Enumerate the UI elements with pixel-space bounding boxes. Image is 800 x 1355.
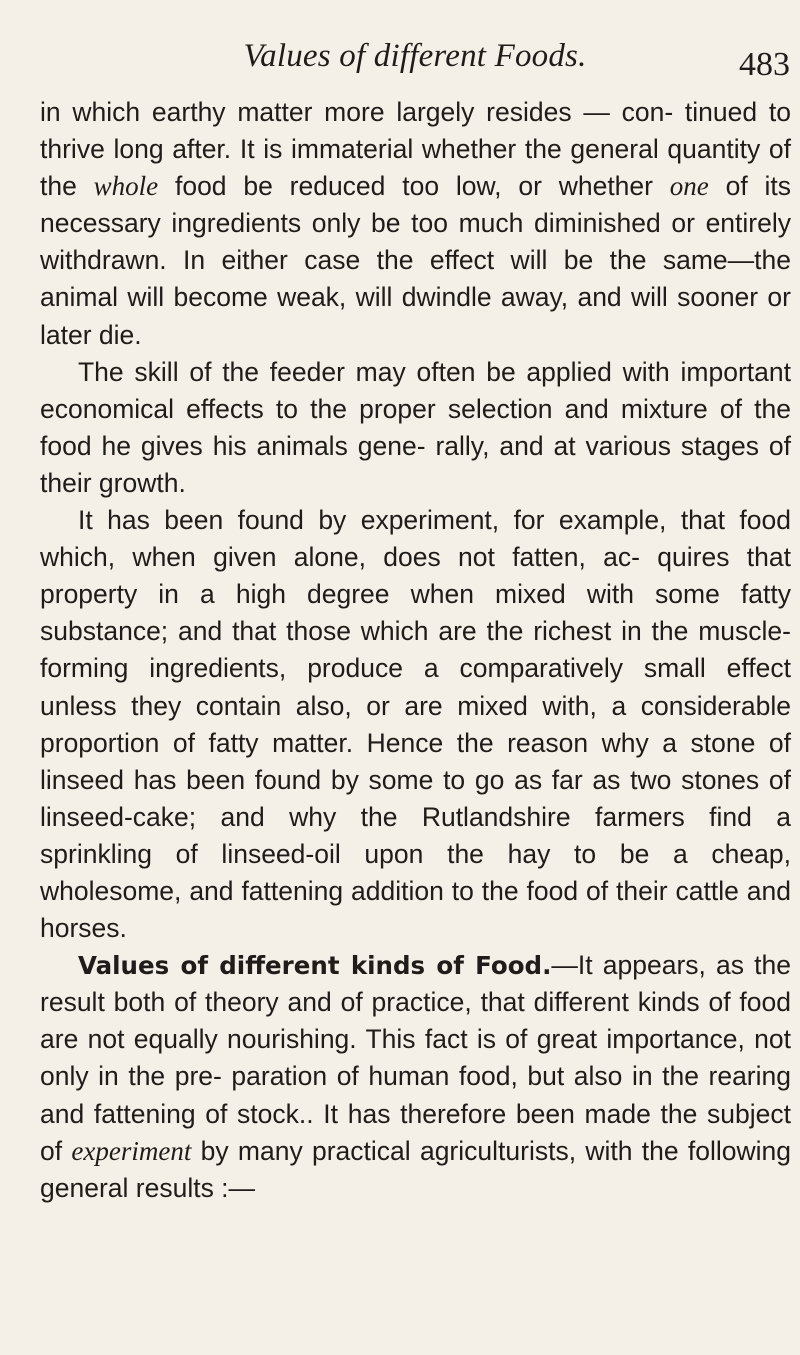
paragraph-values-of-foods: [40, 947, 791, 1207]
emphasis-experiment: experiment: [71, 1135, 192, 1166]
paragraph-feeder-skill: [40, 354, 791, 502]
paragraph-continued: [40, 94, 791, 354]
running-title: Values of different Foods.: [243, 38, 587, 74]
text-run: food be reduced too low, or whether: [158, 171, 670, 202]
running-head: [40, 38, 790, 86]
body-text: [40, 94, 791, 1207]
paragraph-experiment-fatty: [40, 502, 791, 947]
text-run: in which earthy matter more largely resides — con- tinued to thrive long after. It is immaterial whether the general quantity of the: [40, 97, 791, 202]
emphasis-one: one: [669, 171, 709, 202]
emphasis-whole: whole: [93, 171, 159, 202]
page-number: 483: [739, 46, 790, 83]
text-run: It has been found by experiment, for example, that food which, when given alone, does not fatten, ac- quires that property in a high degree when mixed with some fatty substance; and that those which are the richest in the muscle-forming ingredients, produce a comparatively small effect unless they contain also, or are mixed with, a considerable proportion of fatty matter. Hence the reason why a stone of linseed has been found by some to go as far as two stones of linseed-cake; and why the Rutlandshire farmers find a sprinkling of linseed-oil upon the hay to be a cheap, wholesome, and fattening addition to the food of their cattle and horses.: [40, 505, 791, 944]
text-run: —It appears, as the result both of theory and of practice, that different kinds of food are not equally nourishing. This fact is of great importance, not only in the pre- paration of human food, but also in the rearing and fattening of stock.. It has therefore been made the subject of: [40, 950, 791, 1166]
text-run: The skill of the feeder may often be applied with important economical effects to the proper selection and mixture of the food he gives his animals gene- rally, and at various stages of their growth.: [40, 356, 791, 498]
text-run: by many practical agriculturists, with the following general results :—: [40, 1135, 791, 1203]
section-heading: Values of different kinds of Food.: [78, 951, 552, 981]
text-run: of its necessary ingredients only be too much diminished or entirely withdrawn. In either case the effect will be the same—the animal will become weak, will dwindle away, and will sooner or later die.: [40, 171, 792, 350]
